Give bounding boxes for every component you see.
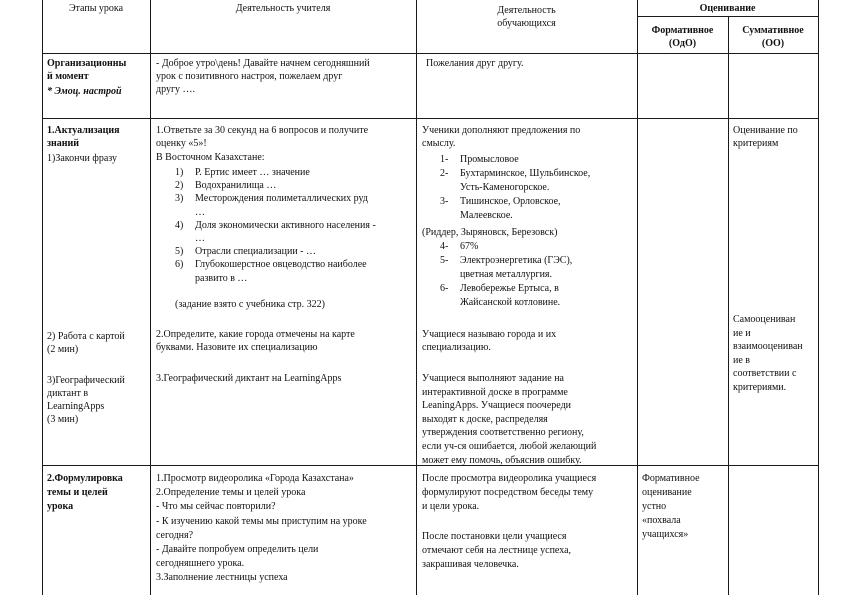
students-task2-line1: Учащиеся называю города и их (422, 329, 557, 340)
formative-oral-line: учащихся» (642, 529, 689, 540)
students-answer-text: Левобережье Ертыса, в (460, 283, 559, 294)
teacher-task3: 3.Географический диктант на LearningApps (156, 373, 342, 384)
teacher-topic-step-line: 1.Просмотр видеоролика «Города Казахстана» (156, 473, 354, 484)
stage-map-work-line2: (2 мин) (47, 344, 79, 355)
students-answer-text: Бухтарминское, Шульбинское, (460, 168, 591, 179)
students-cities-note: (Риддер, Зыряновск, Березовск) (422, 227, 558, 238)
summative-self-line: Самооцениван (733, 314, 796, 325)
teacher-greeting-line1: - Доброе утро\день! Давайте начнем сегодняшний (156, 58, 370, 69)
teacher-topic-step-line: 2.Определение темы и целей урока (156, 487, 306, 499)
students-answer-text: Электроэнергетика (ГЭС), (460, 255, 573, 266)
header-stages: Этапы урока (68, 3, 124, 14)
header-summative-line1: Суммативное (742, 25, 804, 36)
students-wishes: Пожелания друг другу. (426, 58, 524, 69)
stage-map-work-line1: 2) Работа с картой (47, 331, 125, 342)
teacher-topic-step-line: - Давайте попробуем определить цели (156, 544, 319, 555)
students-task1-line2: смыслу. (422, 138, 456, 149)
teacher-question-number: 5) (175, 246, 184, 258)
teacher-task2-line1: 2.Определите, какие города отмечены на карте (156, 329, 355, 340)
students-answer-text: цветная металлургия. (460, 269, 553, 280)
teacher-question-text: Месторождения полиметаллических руд (195, 193, 368, 205)
students-task3-line: выходят к доске, распределяя (422, 413, 548, 425)
stage-dictation-line1: 3)Географический (47, 375, 125, 386)
teacher-topic-step-line: сегодняшнего урока. (156, 558, 245, 570)
teacher-question-text: Р. Ертис имеет … значение (195, 167, 310, 178)
teacher-task1-line3: В Восточном Казахстане: (156, 152, 265, 163)
column-divider-formative (728, 16, 729, 595)
stage-dictation-line4: (3 мин) (47, 414, 79, 425)
teacher-topic-step-line: 3.Заполнение лестницы успеха (156, 572, 288, 584)
teacher-question-text: Доля экономически активного населения - (195, 219, 376, 231)
header-students-line2: обучающихся (497, 18, 556, 29)
students-ladder-line: отмечают себя на лестнице успеха, (422, 545, 572, 556)
teacher-question-text: развито в … (195, 272, 248, 284)
students-answer-text: Промысловое (460, 154, 519, 165)
teacher-topic-step-line: сегодня? (156, 529, 194, 541)
students-answer-number: 6- (440, 283, 449, 294)
column-divider-teacher (416, 0, 417, 595)
teacher-question-number: 1) (175, 167, 184, 178)
students-task3-line: может ему помочь, объяснив ошибку. (422, 454, 582, 466)
formative-oral-line: Формативное (642, 473, 700, 484)
table-border-right (818, 0, 819, 595)
students-task3-line: если уч-ся ошибается, любой желающий (422, 441, 597, 452)
header-assessment: Оценивание (699, 3, 756, 14)
students-answer-text: 67% (460, 241, 479, 252)
teacher-question-text: Глубокошерстное овцеводство наиболее (195, 259, 367, 271)
formative-oral-line: устно (642, 501, 667, 512)
teacher-task2-line2: буквами. Назовите их специализацию (156, 342, 318, 353)
students-task3-line: LeaningApps. Учащиеся поочереди (422, 400, 572, 412)
header-formative-line1: Формативное (651, 25, 714, 36)
column-divider-students (637, 0, 638, 595)
students-task3-line: утверждения соответственно региону, (422, 427, 584, 439)
students-answer-text: Жайсанской котловине. (460, 297, 561, 308)
teacher-task1-line2: оценку «5»! (156, 138, 207, 149)
students-answer-number: 3- (440, 196, 449, 207)
summative-criteria-line2: критериям (733, 138, 779, 149)
formative-oral-line: «похвала (642, 515, 681, 526)
row-divider-1 (42, 118, 819, 119)
students-answer-number: 5- (440, 255, 449, 266)
stage-topic-line1: 2.Формулировка (47, 473, 123, 484)
formative-oral-line: оценивание (642, 487, 692, 498)
students-task2-line2: специализацию. (422, 342, 491, 353)
summative-self-line: взаимооцениван (733, 341, 803, 353)
stage-topic-line3: урока (47, 501, 74, 512)
students-answer-text: Малеевское. (460, 210, 513, 221)
teacher-greeting-line3: другу …. (156, 84, 196, 95)
students-answer-number: 4- (440, 241, 449, 252)
students-topic-line: После просмотра видеоролика учащиеся (422, 473, 597, 484)
stage-dictation-line2: диктант в (47, 388, 89, 399)
students-answer-number: 2- (440, 168, 449, 179)
students-ladder-line: закрашивая человечка. (422, 559, 519, 570)
stage-org-line2: й момент (47, 71, 89, 82)
header-teacher: Деятельность учителя (235, 3, 331, 14)
header-formative-line2: (ОдО) (668, 38, 697, 49)
header-students-line1: Деятельность (497, 5, 556, 16)
students-answer-number: 1- (440, 154, 449, 165)
students-task1-line1: Ученики дополняют предложения по (422, 125, 581, 136)
students-answer-text: Усть-Каменогорское. (460, 182, 550, 193)
students-task3-line: Учащиеся выполняют задание на (422, 373, 564, 384)
header-bottom-border (42, 53, 819, 54)
header-summative-line2: (ОО) (761, 38, 785, 49)
teacher-topic-step-line: - К изучению какой темы мы приступим на уроке (156, 515, 367, 527)
stage-dictation-line3: LearningApps (47, 401, 105, 412)
summative-self-line: соответствии с (733, 368, 797, 380)
teacher-question-number: 3) (175, 193, 184, 205)
teacher-question-text: … (195, 233, 205, 244)
stage-actualization-line2: знаний (47, 138, 80, 149)
teacher-task1-line1: 1.Ответьте за 30 секунд на 6 вопросов и получите (156, 125, 369, 136)
summative-self-line: ие в (733, 354, 751, 366)
students-topic-line: формулируют посредством беседы тему (422, 487, 594, 498)
stage-finish-phrase: 1)Закончи фразу (47, 153, 118, 164)
students-task3-line: интерактивной доске в программе (422, 386, 568, 398)
teacher-question-number: 4) (175, 219, 184, 231)
table-border-left (42, 0, 43, 595)
stage-org-line1: Организационны (47, 58, 127, 69)
teacher-greeting-line2: урок с позитивного настроя, пожелаем друг (156, 71, 343, 82)
summative-self-line: ие и (733, 327, 751, 339)
stage-org-subtitle: * Эмоц. настрой (47, 86, 122, 97)
stage-topic-line2: темы и целей (47, 487, 108, 498)
students-topic-line: и цели урока. (422, 501, 480, 512)
teacher-question-text: Отрасли специализации - … (195, 246, 317, 258)
students-answer-text: Тишинское, Орловское, (460, 196, 561, 207)
teacher-topic-step-line: - Что мы сейчас повторили? (156, 501, 276, 513)
column-divider-stage (150, 0, 151, 595)
teacher-question-number: 2) (175, 180, 184, 192)
header-subdivider (637, 16, 819, 17)
teacher-question-text: … (195, 206, 205, 218)
teacher-question-number: 6) (175, 259, 184, 271)
teacher-source-note: (задание взято с учебника стр. 322) (175, 299, 325, 310)
students-ladder-line: После постановки цели учащиеся (422, 531, 567, 542)
summative-self-line: критериями. (733, 382, 787, 393)
teacher-question-text: Водохранилища … (195, 180, 277, 192)
stage-actualization-line1: 1.Актуализация (47, 125, 120, 136)
summative-criteria-line1: Оценивание по (733, 125, 798, 136)
